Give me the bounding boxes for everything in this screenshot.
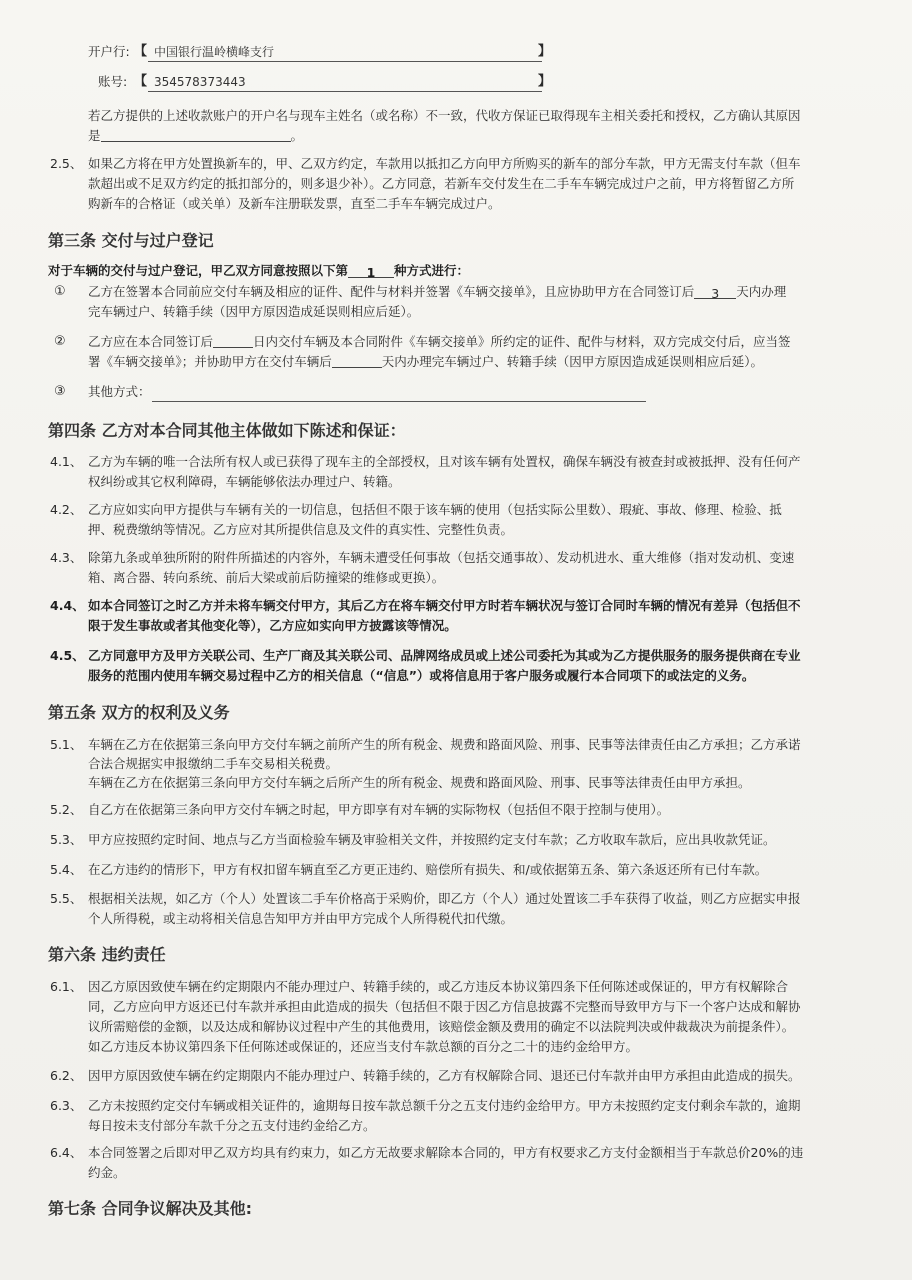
- option-text: 乙方在签署本合同前应交付车辆及相应的证件、配件与材料并签署《车辆交接单》，且应协助甲方在合同签订后: [88, 284, 695, 299]
- clause-number: 6.1、: [50, 979, 83, 994]
- clause-text: 除第九条或单独所附的附件所描述的内容外，车辆未遭受任何事故（包括交通事故）、发动机进水、重大维修（指对发动机、变速: [88, 550, 795, 565]
- clause-number: 6.2、: [50, 1068, 83, 1083]
- bank-label: 开户行:: [88, 44, 130, 59]
- clause-text: 权纠纷或其它权利障碍，车辆能够依法办理过户、转籍。: [88, 474, 401, 489]
- option-text: 乙方应在本合同签订后: [88, 334, 214, 349]
- option-text: 日内交付车辆及本合同附件《车辆交接单》所约定的证件、配件与材料，双方完成交付后，应当签: [253, 334, 791, 349]
- clause-number: 6.4、: [50, 1145, 83, 1160]
- days-field[interactable]: 3: [694, 284, 736, 299]
- clause-number: 5.3、: [50, 832, 83, 847]
- option-2-text: [88, 332, 791, 352]
- reason-prefix: 是: [88, 128, 101, 143]
- clause-text: 因甲方原因致使车辆在约定期限内不能办理过户、转籍手续的，乙方有权解除合同、退还已付车款并由甲方承担由此造成的损失。: [88, 1068, 801, 1083]
- clause-text: 乙方同意甲方及甲方关联公司、生产厂商及其关联公司、品牌网络成员或上述公司委托为其或为乙方提供服务的服务提供商在专业: [88, 648, 801, 663]
- clause-text: 如果乙方将在甲方处置换新车的，甲、乙双方约定，车款用以抵扣乙方向甲方所购买的新车的部分车款，甲方无需支付车款（但车: [88, 156, 801, 171]
- clause-text: 合法合规据实申报缴纳二手车交易相关税费。: [88, 756, 339, 771]
- clause-text: 约金。: [88, 1165, 126, 1180]
- clause-number: 5.2、: [50, 802, 83, 817]
- clause-number: 4.2、: [50, 502, 83, 517]
- option-text: 天内办理完车辆过户、转籍手续（因甲方原因造成延误则相应后延）。: [381, 354, 764, 369]
- clause-number: 2.5、: [50, 156, 83, 171]
- reason-blank[interactable]: [101, 127, 291, 142]
- clause-text: 乙方应如实向甲方提供与车辆有关的一切信息，包括但不限于该车辆的使用（包括实际公里数）、瑕疵、事故、修理、检验、抵: [88, 502, 782, 517]
- intro-text: 对于车辆的交付与过户登记，甲乙双方同意按照以下第: [48, 263, 349, 278]
- clause-number: 6.3、: [50, 1098, 83, 1113]
- clause-text: 如本合同签订之时乙方并未将车辆交付甲方，其后乙方在将车辆交付甲方时若车辆状况与签订合同时车辆的情况有差异（包括但不: [88, 598, 801, 613]
- article-5-title: 第五条 双方的权利及义务: [48, 703, 230, 722]
- article-3-title: 第三条 交付与过户登记: [48, 231, 214, 250]
- delivery-days-blank[interactable]: [213, 333, 253, 348]
- clause-text: 车辆在乙方在依据第三条向甲方交付车辆之前所产生的所有税金、规费和路面风险、刑事、民事等法律责任由乙方承担；乙方承诺: [88, 737, 801, 752]
- account-mismatch-text: 若乙方提供的上述收款账户的开户名与现车主姓名（或名称）不一致，代收方保证已取得现车主相关委托和授权，乙方确认其原因: [88, 108, 801, 123]
- option-text: 署《车辆交接单》；并协助甲方在交付车辆后: [88, 354, 332, 369]
- option-1-text: 完车辆过户、转籍手续（因甲方原因造成延误则相应后延）。: [88, 304, 420, 319]
- clause-number: 4.3、: [50, 550, 83, 565]
- option-marker: ③: [54, 384, 66, 399]
- clause-number: 5.1、: [50, 737, 83, 752]
- reason-suffix: 。: [290, 128, 304, 143]
- bracket-open: 【: [134, 44, 148, 59]
- bank-field[interactable]: 中国银行温岭横峰支行: [148, 43, 542, 62]
- clause-text: 自乙方在依据第三条向甲方交付车辆之时起，甲方即享有对车辆的实际物权（包括但不限于控制与使用）。: [88, 802, 670, 817]
- article-7-title: 第七条 合同争议解决及其他:: [48, 1199, 252, 1218]
- clause-text: 如乙方违反本协议第四条下任何陈述或保证的，还应当支付车款总额的百分之二十的违约金给甲方。: [88, 1039, 639, 1054]
- article-3-intro: [48, 261, 469, 281]
- article-6-title: 第六条 违约责任: [48, 945, 166, 964]
- clause-text: 服务的范围内使用车辆交易过程中乙方的相关信息（“信息”）或将信息用于客户服务或履行本合同项下的或法定的义务。: [88, 668, 755, 683]
- account-mismatch-reason: [88, 126, 303, 146]
- clause-text: 车辆在乙方在依据第三条向甲方交付车辆之后所产生的所有税金、规费和路面风险、刑事、民事等法律责任由甲方承担。: [88, 775, 751, 790]
- clause-text: 每日按未支付部分车款千分之五支付违约金给乙方。: [88, 1118, 376, 1133]
- transfer-days-blank[interactable]: [332, 353, 382, 368]
- clause-number: 4.5、: [50, 648, 85, 663]
- clause-text: 同，乙方应向甲方返还已付车款并承担由此造成的损失（包括但不限于因乙方信息披露不完整而导致甲方与下一个客户达成和解协: [88, 999, 801, 1014]
- article-4-title: 第四条 乙方对本合同其他主体做如下陈述和保证：: [48, 421, 406, 440]
- account-number-field[interactable]: 354578373443: [148, 73, 542, 92]
- clause-text: 款超出或不足双方约定的抵扣部分的，则多退少补）。乙方同意，若新车交付发生在二手车车辆完成过户之前，甲方将暂留乙方所: [88, 176, 795, 191]
- clause-text: 箱、离合器、转向系统、前后大梁或前后防撞梁的维修或更换）。: [88, 570, 445, 585]
- intro-text: 种方式进行：: [394, 263, 470, 278]
- clause-text: 购新车的合格证（或关单）及新车注册联发票，直至二手车车辆完成过户。: [88, 196, 501, 211]
- bracket-open: 【: [134, 74, 148, 89]
- clause-text: 在乙方违约的情形下，甲方有权扣留车辆直至乙方更正违约、赔偿所有损失、和/或依据第五条、第六条返还所有已付车款。: [88, 862, 768, 877]
- clause-text: 甲方应按照约定时间、地点与乙方当面检验车辆及审验相关文件，并按照约定支付车款；乙方收取车款后，应出具收款凭证。: [88, 832, 776, 847]
- clause-text: 根据相关法规，如乙方（个人）处置该二手车价格高于采购价，即乙方（个人）通过处置该二手车获得了收益，则乙方应据实申报: [88, 891, 801, 906]
- clause-text: 议所需赔偿的金额，以及达成和解协议过程中产生的其他费用，该赔偿金额及费用的确定不以法院判决或仲裁裁决为前提条件）。: [88, 1019, 795, 1034]
- clause-text: 个人所得税，或主动将相关信息告知甲方并由甲方完成个人所得税代扣代缴。: [88, 911, 514, 926]
- account-number-label: 账号:: [98, 74, 128, 89]
- option-text: 天内办理: [736, 284, 787, 299]
- clause-text: 乙方为车辆的唯一合法所有权人或已获得了现车主的全部授权，且对该车辆有处置权，确保车辆没有被查封或被抵押、没有任何产: [88, 454, 801, 469]
- option-3-label: 其他方式：: [88, 384, 151, 399]
- clause-number: 5.4、: [50, 862, 83, 877]
- other-method-field[interactable]: [152, 383, 646, 402]
- clause-text: 限于发生事故或者其他变化等），乙方应如实向甲方披露该等情况。: [88, 618, 457, 633]
- bracket-close: 】: [538, 74, 552, 89]
- option-2-text: [88, 352, 763, 372]
- option-1-text: [88, 282, 786, 302]
- clause-text: 因乙方原因致使车辆在约定期限内不能办理过户、转籍手续的，或乙方违反本协议第四条下任何陈述或保证的，甲方有权解除合: [88, 979, 789, 994]
- clause-text: 乙方未按照约定交付车辆或相关证件的，逾期每日按车款总额千分之五支付违约金给甲方。甲方未按照约定支付剩余车款的，逾期: [88, 1098, 801, 1113]
- clause-number: 5.5、: [50, 891, 83, 906]
- clause-text: 押、税费缴纳等情况。乙方应对其所提供信息及文件的真实性、完整性负责。: [88, 522, 514, 537]
- clause-number: 4.1、: [50, 454, 83, 469]
- option-marker: ②: [54, 334, 66, 349]
- option-marker: ①: [54, 284, 66, 299]
- clause-text: 本合同签署之后即对甲乙双方均具有约束力，如乙方无故要求解除本合同的，甲方有权要求乙方支付金额相当于车款总价20%的违: [88, 1145, 804, 1160]
- clause-number: 4.4、: [50, 598, 85, 613]
- method-number-field[interactable]: 1: [348, 263, 394, 278]
- bracket-close: 】: [538, 44, 552, 59]
